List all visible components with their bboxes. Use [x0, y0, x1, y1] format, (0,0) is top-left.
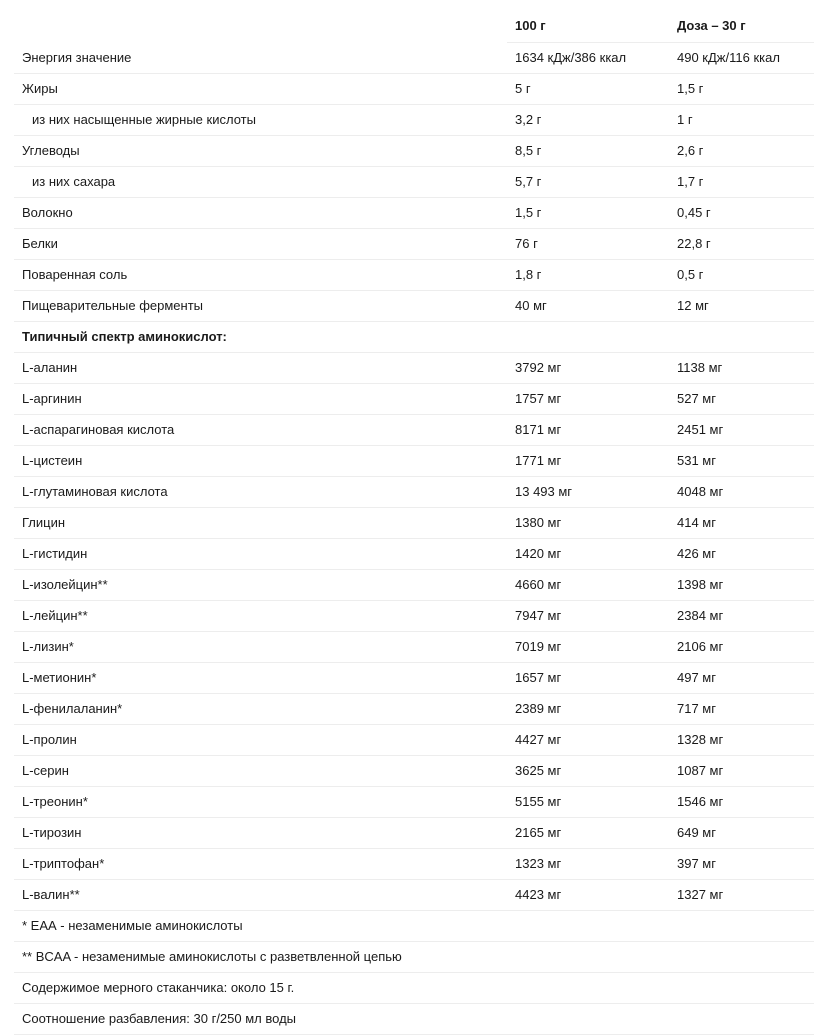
amino-acid-row — [14, 601, 814, 632]
amino-acid-per-100g: 7947 мг — [507, 601, 669, 632]
amino-acid-name: L-лизин* — [14, 632, 507, 663]
footnote-row — [14, 1004, 814, 1035]
nutrient-name: из них сахара — [14, 167, 507, 198]
nutrient-row — [14, 105, 814, 136]
nutrient-per-100g: 40 мг — [507, 291, 669, 322]
nutrient-per-dose: 12 мг — [669, 291, 814, 322]
amino-acid-per-dose: 1546 мг — [669, 787, 814, 818]
amino-acid-per-100g: 1757 мг — [507, 384, 669, 415]
amino-acid-row — [14, 353, 814, 384]
amino-acid-name: L-треонин* — [14, 787, 507, 818]
header-blank-cell — [14, 10, 507, 43]
amino-acid-row — [14, 849, 814, 880]
amino-acid-row — [14, 384, 814, 415]
table-header-row — [14, 10, 814, 43]
amino-acid-per-dose: 1138 мг — [669, 353, 814, 384]
nutrient-per-100g: 5,7 г — [507, 167, 669, 198]
amino-acid-per-dose: 531 мг — [669, 446, 814, 477]
nutrient-row — [14, 167, 814, 198]
table-body — [14, 43, 814, 1035]
amino-acid-per-dose: 1327 мг — [669, 880, 814, 911]
footnote-text: ** BCAA - незаменимые аминокислоты с разветвленной цепью — [14, 942, 814, 973]
amino-acid-per-100g: 1771 мг — [507, 446, 669, 477]
amino-acid-name: L-цистеин — [14, 446, 507, 477]
nutrient-name: Волокно — [14, 198, 507, 229]
header-per-dose: Доза – 30 г — [669, 10, 814, 43]
amino-acid-per-dose: 2106 мг — [669, 632, 814, 663]
amino-section-row — [14, 322, 814, 353]
nutrient-name: Углеводы — [14, 136, 507, 167]
amino-acid-per-100g: 1323 мг — [507, 849, 669, 880]
amino-acid-per-dose: 426 мг — [669, 539, 814, 570]
amino-acid-per-dose: 397 мг — [669, 849, 814, 880]
nutrient-per-100g: 3,2 г — [507, 105, 669, 136]
amino-acid-row — [14, 756, 814, 787]
amino-acid-row — [14, 818, 814, 849]
nutrient-per-dose: 1 г — [669, 105, 814, 136]
amino-acid-row — [14, 632, 814, 663]
amino-acid-per-dose: 1087 мг — [669, 756, 814, 787]
amino-acid-name: L-изолейцин** — [14, 570, 507, 601]
nutrient-per-100g: 1634 кДж/386 ккал — [507, 43, 669, 74]
nutrient-name: Белки — [14, 229, 507, 260]
nutrient-per-dose: 0,45 г — [669, 198, 814, 229]
amino-acid-per-100g: 1420 мг — [507, 539, 669, 570]
amino-acid-per-100g: 5155 мг — [507, 787, 669, 818]
amino-acid-per-dose: 527 мг — [669, 384, 814, 415]
amino-acid-per-100g: 13 493 мг — [507, 477, 669, 508]
amino-acid-row — [14, 477, 814, 508]
amino-acid-per-dose: 497 мг — [669, 663, 814, 694]
amino-acid-row — [14, 663, 814, 694]
nutrient-row — [14, 291, 814, 322]
amino-section-title: Типичный спектр аминокислот: — [14, 322, 814, 353]
amino-acid-row — [14, 570, 814, 601]
amino-acid-per-dose: 1328 мг — [669, 725, 814, 756]
amino-acid-row — [14, 787, 814, 818]
amino-acid-name: L-серин — [14, 756, 507, 787]
nutrient-row — [14, 198, 814, 229]
amino-acid-name: L-тирозин — [14, 818, 507, 849]
amino-acid-per-dose: 2384 мг — [669, 601, 814, 632]
nutrient-name: Жиры — [14, 74, 507, 105]
amino-acid-per-100g: 8171 мг — [507, 415, 669, 446]
nutrient-per-dose: 1,7 г — [669, 167, 814, 198]
amino-acid-name: L-аргинин — [14, 384, 507, 415]
amino-acid-per-100g: 7019 мг — [507, 632, 669, 663]
nutrient-name: Энергия значение — [14, 43, 507, 74]
footnote-text: Соотношение разбавления: 30 г/250 мл воды — [14, 1004, 814, 1035]
nutrient-row — [14, 74, 814, 105]
amino-acid-name: L-гистидин — [14, 539, 507, 570]
footnote-row — [14, 911, 814, 942]
nutrient-row — [14, 43, 814, 74]
amino-acid-per-100g: 1657 мг — [507, 663, 669, 694]
amino-acid-per-100g: 2389 мг — [507, 694, 669, 725]
footnote-row — [14, 973, 814, 1004]
nutrient-per-dose: 0,5 г — [669, 260, 814, 291]
nutrient-per-dose: 1,5 г — [669, 74, 814, 105]
nutrient-name: из них насыщенные жирные кислоты — [14, 105, 507, 136]
amino-acid-row — [14, 880, 814, 911]
amino-acid-row — [14, 725, 814, 756]
amino-acid-per-dose: 2451 мг — [669, 415, 814, 446]
amino-acid-per-100g: 3792 мг — [507, 353, 669, 384]
nutrient-name: Пищеварительные ферменты — [14, 291, 507, 322]
nutrient-per-dose: 2,6 г — [669, 136, 814, 167]
nutrient-row — [14, 260, 814, 291]
amino-acid-name: L-триптофан* — [14, 849, 507, 880]
amino-acid-name: L-метионин* — [14, 663, 507, 694]
amino-acid-per-dose: 4048 мг — [669, 477, 814, 508]
footnote-text: * ЕАА - незаменимые аминокислоты — [14, 911, 814, 942]
amino-acid-per-dose: 717 мг — [669, 694, 814, 725]
nutrient-per-dose: 22,8 г — [669, 229, 814, 260]
amino-acid-per-100g: 2165 мг — [507, 818, 669, 849]
amino-acid-row — [14, 539, 814, 570]
amino-acid-row — [14, 508, 814, 539]
nutrient-row — [14, 229, 814, 260]
amino-acid-per-100g: 4423 мг — [507, 880, 669, 911]
amino-acid-per-100g: 4660 мг — [507, 570, 669, 601]
nutrition-table — [14, 10, 814, 1035]
amino-acid-per-100g: 1380 мг — [507, 508, 669, 539]
amino-acid-name: L-аланин — [14, 353, 507, 384]
nutrient-per-100g: 1,5 г — [507, 198, 669, 229]
nutrient-per-100g: 8,5 г — [507, 136, 669, 167]
nutrient-per-100g: 1,8 г — [507, 260, 669, 291]
nutrient-per-100g: 5 г — [507, 74, 669, 105]
amino-acid-name: L-валин** — [14, 880, 507, 911]
footnote-text: Содержимое мерного стаканчика: около 15 г. — [14, 973, 814, 1004]
amino-acid-name: L-глутаминовая кислота — [14, 477, 507, 508]
amino-acid-name: L-лейцин** — [14, 601, 507, 632]
nutrient-name: Поваренная соль — [14, 260, 507, 291]
amino-acid-row — [14, 415, 814, 446]
amino-acid-name: Глицин — [14, 508, 507, 539]
nutrient-per-100g: 76 г — [507, 229, 669, 260]
amino-acid-row — [14, 694, 814, 725]
amino-acid-per-dose: 414 мг — [669, 508, 814, 539]
amino-acid-name: L-пролин — [14, 725, 507, 756]
footnote-row — [14, 942, 814, 973]
amino-acid-name: L-аспарагиновая кислота — [14, 415, 507, 446]
amino-acid-per-dose: 1398 мг — [669, 570, 814, 601]
amino-acid-per-100g: 4427 мг — [507, 725, 669, 756]
amino-acid-name: L-фенилаланин* — [14, 694, 507, 725]
nutrient-row — [14, 136, 814, 167]
header-per-100g: 100 г — [507, 10, 669, 43]
amino-acid-per-dose: 649 мг — [669, 818, 814, 849]
amino-acid-per-100g: 3625 мг — [507, 756, 669, 787]
amino-acid-row — [14, 446, 814, 477]
nutrient-per-dose: 490 кДж/116 ккал — [669, 43, 814, 74]
